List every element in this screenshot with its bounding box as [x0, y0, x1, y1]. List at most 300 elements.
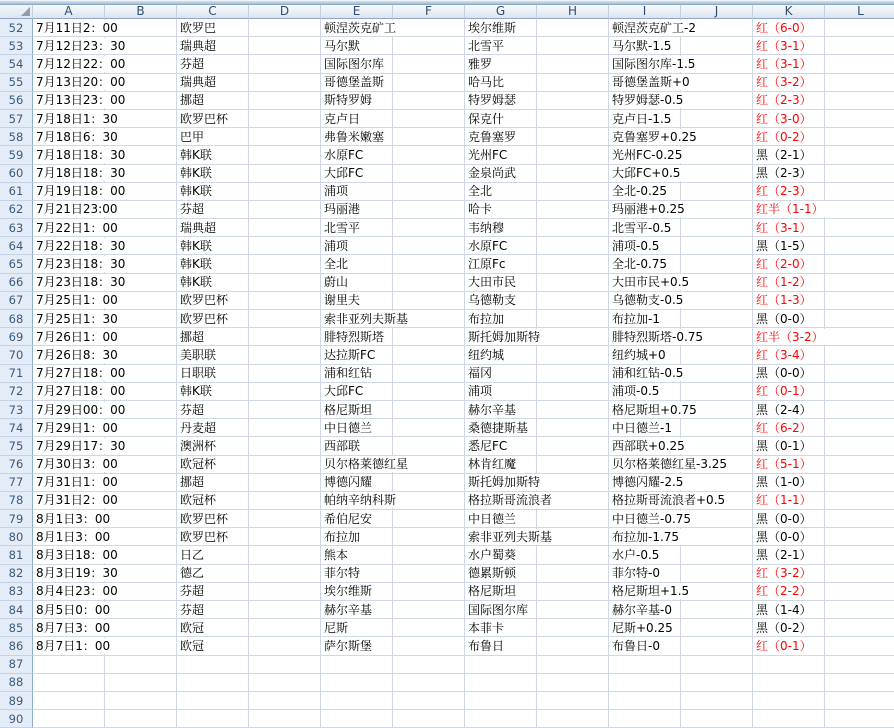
- cell-date[interactable]: 7月26日8：30: [33, 346, 105, 364]
- row-number[interactable]: 56: [0, 92, 33, 110]
- row-number[interactable]: 75: [0, 437, 33, 455]
- cell-handicap[interactable]: [609, 674, 681, 692]
- cell-empty[interactable]: [249, 346, 321, 364]
- cell-home-team[interactable]: [321, 674, 393, 692]
- cell-home-team[interactable]: 萨尔斯堡: [321, 637, 393, 655]
- cell-result[interactable]: 黑（0-1）: [753, 437, 825, 455]
- cell-handicap[interactable]: 贝尔格莱德红星-3.25: [609, 456, 681, 474]
- cell-empty[interactable]: [105, 528, 177, 546]
- cell-home-team[interactable]: 北雪平: [321, 219, 393, 237]
- cell-empty[interactable]: [249, 674, 321, 692]
- cell-empty[interactable]: [393, 37, 465, 55]
- cell-empty[interactable]: [537, 565, 609, 583]
- cell-empty[interactable]: [537, 183, 609, 201]
- cell-empty[interactable]: [249, 583, 321, 601]
- cell-handicap[interactable]: 特罗姆瑟-0.5: [609, 92, 681, 110]
- cell-empty[interactable]: [249, 456, 321, 474]
- cell-date[interactable]: 8月5日0：00: [33, 601, 105, 619]
- cell-result[interactable]: 黑（2-4）: [753, 401, 825, 419]
- cell-date[interactable]: 8月7日1：00: [33, 637, 105, 655]
- cell-result[interactable]: [753, 710, 825, 728]
- cell-empty[interactable]: [537, 19, 609, 37]
- cell-empty[interactable]: [537, 583, 609, 601]
- row-number[interactable]: 68: [0, 310, 33, 328]
- row-number[interactable]: 66: [0, 274, 33, 292]
- cell-league[interactable]: 芬超: [177, 601, 249, 619]
- cell-result[interactable]: 红（3-0）: [753, 110, 825, 128]
- cell-empty[interactable]: [105, 710, 177, 728]
- cell-home-team[interactable]: 帕纳辛纳科斯: [321, 492, 393, 510]
- cell-league[interactable]: 欧罗巴杯: [177, 110, 249, 128]
- row-number[interactable]: 52: [0, 19, 33, 37]
- cell-handicap[interactable]: 尼斯+0.25: [609, 619, 681, 637]
- cell-away-team[interactable]: 乌德勒支: [465, 292, 537, 310]
- cell-empty[interactable]: [393, 55, 465, 73]
- cell-league[interactable]: 欧罗巴: [177, 19, 249, 37]
- cell-result[interactable]: 红（0-1）: [753, 637, 825, 655]
- cell-handicap[interactable]: 浦项-0.5: [609, 237, 681, 255]
- cell-empty[interactable]: [537, 692, 609, 710]
- cell-league[interactable]: 美职联: [177, 346, 249, 364]
- cell-date[interactable]: 7月13日20：00: [33, 74, 105, 92]
- cell-home-team[interactable]: 谢里夫: [321, 292, 393, 310]
- cell-empty[interactable]: [393, 401, 465, 419]
- cell-date[interactable]: 7月23日18：30: [33, 274, 105, 292]
- cell-empty[interactable]: [249, 401, 321, 419]
- row-number[interactable]: 67: [0, 292, 33, 310]
- cell-date[interactable]: 7月30日3：00: [33, 456, 105, 474]
- cell-empty[interactable]: [249, 55, 321, 73]
- column-header-k[interactable]: K: [753, 5, 825, 19]
- row-number[interactable]: 79: [0, 510, 33, 528]
- cell-home-team[interactable]: 埃尔维斯: [321, 583, 393, 601]
- cell-empty[interactable]: [537, 74, 609, 92]
- row-number[interactable]: 64: [0, 237, 33, 255]
- cell-away-team[interactable]: 斯托姆加斯特: [465, 474, 537, 492]
- cell-result[interactable]: 黑（2-3）: [753, 165, 825, 183]
- cell-league[interactable]: 日职联: [177, 365, 249, 383]
- cell-empty[interactable]: [537, 310, 609, 328]
- cell-away-team[interactable]: 埃尔维斯: [465, 19, 537, 37]
- cell-empty[interactable]: [681, 601, 753, 619]
- column-header-i[interactable]: I: [609, 5, 681, 19]
- cell-empty[interactable]: [825, 201, 894, 219]
- cell-away-team[interactable]: [465, 710, 537, 728]
- row-number[interactable]: 71: [0, 365, 33, 383]
- cell-handicap[interactable]: 菲尔特-0: [609, 565, 681, 583]
- cell-empty[interactable]: [681, 237, 753, 255]
- cell-empty[interactable]: [681, 583, 753, 601]
- row-number[interactable]: 73: [0, 401, 33, 419]
- cell-empty[interactable]: [537, 274, 609, 292]
- row-number[interactable]: 63: [0, 219, 33, 237]
- cell-empty[interactable]: [825, 401, 894, 419]
- cell-empty[interactable]: [537, 255, 609, 273]
- cell-empty[interactable]: [681, 274, 753, 292]
- cell-date[interactable]: 8月1日3：00: [33, 510, 105, 528]
- cell-empty[interactable]: [393, 110, 465, 128]
- cell-league[interactable]: 韩K联: [177, 183, 249, 201]
- cell-empty[interactable]: [393, 219, 465, 237]
- cell-date[interactable]: 7月25日1：00: [33, 292, 105, 310]
- cell-result[interactable]: 黑（1-0）: [753, 474, 825, 492]
- cell-league[interactable]: 韩K联: [177, 165, 249, 183]
- cell-handicap[interactable]: 玛丽港+0.25: [609, 201, 681, 219]
- cell-result[interactable]: 红（2-2）: [753, 583, 825, 601]
- cell-handicap[interactable]: 浦项-0.5: [609, 383, 681, 401]
- cell-empty[interactable]: [249, 619, 321, 637]
- cell-date[interactable]: 7月29日17：30: [33, 437, 105, 455]
- cell-away-team[interactable]: 格拉斯哥流浪者: [465, 492, 537, 510]
- row-number[interactable]: 85: [0, 619, 33, 637]
- cell-empty[interactable]: [537, 128, 609, 146]
- cell-home-team[interactable]: 达拉斯FC: [321, 346, 393, 364]
- cell-result[interactable]: 红（2-0）: [753, 255, 825, 273]
- cell-date[interactable]: [33, 656, 105, 674]
- cell-empty[interactable]: [825, 419, 894, 437]
- cell-league[interactable]: 韩K联: [177, 237, 249, 255]
- cell-empty[interactable]: [249, 110, 321, 128]
- cell-home-team[interactable]: 中日德兰: [321, 419, 393, 437]
- column-header-h[interactable]: H: [537, 5, 609, 19]
- cell-empty[interactable]: [681, 546, 753, 564]
- cell-empty[interactable]: [393, 201, 465, 219]
- cell-home-team[interactable]: 索非亚列夫斯基: [321, 310, 393, 328]
- cell-empty[interactable]: [681, 165, 753, 183]
- cell-empty[interactable]: [537, 328, 609, 346]
- cell-league[interactable]: 韩K联: [177, 146, 249, 164]
- cell-date[interactable]: [33, 710, 105, 728]
- cell-date[interactable]: 7月12日22：00: [33, 55, 105, 73]
- cell-date[interactable]: [33, 674, 105, 692]
- cell-empty[interactable]: [537, 219, 609, 237]
- cell-empty[interactable]: [393, 328, 465, 346]
- cell-league[interactable]: 芬超: [177, 401, 249, 419]
- cell-empty[interactable]: [537, 456, 609, 474]
- cell-empty[interactable]: [393, 546, 465, 564]
- cell-empty[interactable]: [825, 274, 894, 292]
- cell-away-team[interactable]: 格尼斯坦: [465, 583, 537, 601]
- cell-handicap[interactable]: 哥德堡盖斯+0: [609, 74, 681, 92]
- cell-league[interactable]: 韩K联: [177, 274, 249, 292]
- cell-away-team[interactable]: 韦纳穆: [465, 219, 537, 237]
- cell-home-team[interactable]: 贝尔格莱德红星: [321, 456, 393, 474]
- cell-home-team[interactable]: 哥德堡盖斯: [321, 74, 393, 92]
- cell-result[interactable]: 红（2-3）: [753, 183, 825, 201]
- cell-empty[interactable]: [537, 710, 609, 728]
- cell-date[interactable]: 8月4日23：00: [33, 583, 105, 601]
- cell-empty[interactable]: [249, 310, 321, 328]
- cell-away-team[interactable]: 光州FC: [465, 146, 537, 164]
- cell-empty[interactable]: [825, 110, 894, 128]
- cell-empty[interactable]: [681, 619, 753, 637]
- column-header-g[interactable]: G: [465, 5, 537, 19]
- cell-empty[interactable]: [249, 328, 321, 346]
- cell-empty[interactable]: [681, 255, 753, 273]
- row-number[interactable]: 84: [0, 601, 33, 619]
- cell-handicap[interactable]: 水户-0.5: [609, 546, 681, 564]
- cell-result[interactable]: 红半（3-2）: [753, 328, 825, 346]
- cell-empty[interactable]: [681, 346, 753, 364]
- cell-empty[interactable]: [105, 619, 177, 637]
- row-number[interactable]: 58: [0, 128, 33, 146]
- cell-empty[interactable]: [825, 565, 894, 583]
- cell-empty[interactable]: [249, 74, 321, 92]
- cell-empty[interactable]: [681, 437, 753, 455]
- cell-empty[interactable]: [825, 656, 894, 674]
- cell-empty[interactable]: [681, 692, 753, 710]
- cell-away-team[interactable]: 本菲卡: [465, 619, 537, 637]
- cell-league[interactable]: 欧冠杯: [177, 456, 249, 474]
- cell-result[interactable]: 红（3-2）: [753, 565, 825, 583]
- cell-empty[interactable]: [393, 255, 465, 273]
- cell-empty[interactable]: [249, 546, 321, 564]
- cell-home-team[interactable]: 熊本: [321, 546, 393, 564]
- cell-away-team[interactable]: 德累斯顿: [465, 565, 537, 583]
- cell-result[interactable]: 红（0-2）: [753, 128, 825, 146]
- row-number[interactable]: 90: [0, 710, 33, 728]
- cell-empty[interactable]: [393, 492, 465, 510]
- cell-empty[interactable]: [249, 437, 321, 455]
- cell-empty[interactable]: [105, 674, 177, 692]
- cell-empty[interactable]: [825, 619, 894, 637]
- cell-home-team[interactable]: 腓特烈斯塔: [321, 328, 393, 346]
- row-number[interactable]: 53: [0, 37, 33, 55]
- cell-empty[interactable]: [105, 510, 177, 528]
- cell-away-team[interactable]: 金泉尚武: [465, 165, 537, 183]
- cell-empty[interactable]: [681, 110, 753, 128]
- cell-league[interactable]: 芬超: [177, 55, 249, 73]
- cell-result[interactable]: 红（0-1）: [753, 383, 825, 401]
- cell-home-team[interactable]: 玛丽港: [321, 201, 393, 219]
- cell-empty[interactable]: [537, 110, 609, 128]
- cell-result[interactable]: [753, 656, 825, 674]
- cell-empty[interactable]: [249, 419, 321, 437]
- cell-away-team[interactable]: 全北: [465, 183, 537, 201]
- cell-empty[interactable]: [105, 637, 177, 655]
- cell-empty[interactable]: [105, 692, 177, 710]
- cell-empty[interactable]: [105, 601, 177, 619]
- cell-empty[interactable]: [393, 565, 465, 583]
- cell-empty[interactable]: [537, 619, 609, 637]
- cell-date[interactable]: 8月1日3：00: [33, 528, 105, 546]
- cell-empty[interactable]: [537, 237, 609, 255]
- row-number[interactable]: 59: [0, 146, 33, 164]
- row-number[interactable]: 83: [0, 583, 33, 601]
- cell-empty[interactable]: [393, 165, 465, 183]
- column-header-b[interactable]: B: [105, 5, 177, 19]
- row-number[interactable]: 61: [0, 183, 33, 201]
- cell-league[interactable]: 挪超: [177, 92, 249, 110]
- cell-empty[interactable]: [393, 419, 465, 437]
- cell-date[interactable]: 7月18日6：30: [33, 128, 105, 146]
- cell-home-team[interactable]: [321, 692, 393, 710]
- cell-league[interactable]: 丹麦超: [177, 419, 249, 437]
- cell-handicap[interactable]: 克卢日-1.5: [609, 110, 681, 128]
- cell-league[interactable]: 芬超: [177, 201, 249, 219]
- cell-league[interactable]: 瑞典超: [177, 219, 249, 237]
- cell-empty[interactable]: [249, 601, 321, 619]
- cell-empty[interactable]: [681, 565, 753, 583]
- cell-empty[interactable]: [393, 619, 465, 637]
- cell-home-team[interactable]: 顿涅茨克矿工: [321, 19, 393, 37]
- cell-league[interactable]: 欧冠杯: [177, 492, 249, 510]
- cell-empty[interactable]: [681, 146, 753, 164]
- cell-empty[interactable]: [825, 474, 894, 492]
- row-number[interactable]: 80: [0, 528, 33, 546]
- cell-handicap[interactable]: 腓特烈斯塔-0.75: [609, 328, 681, 346]
- cell-empty[interactable]: [537, 419, 609, 437]
- cell-empty[interactable]: [249, 292, 321, 310]
- cell-date[interactable]: 7月22日1：00: [33, 219, 105, 237]
- cell-empty[interactable]: [825, 255, 894, 273]
- cell-empty[interactable]: [105, 656, 177, 674]
- cell-away-team[interactable]: 林肯红魔: [465, 456, 537, 474]
- cell-away-team[interactable]: 保克什: [465, 110, 537, 128]
- cell-empty[interactable]: [249, 37, 321, 55]
- cell-result[interactable]: [753, 692, 825, 710]
- cell-empty[interactable]: [249, 255, 321, 273]
- cell-empty[interactable]: [249, 692, 321, 710]
- cell-empty[interactable]: [681, 74, 753, 92]
- cell-empty[interactable]: [393, 656, 465, 674]
- row-number[interactable]: 76: [0, 456, 33, 474]
- row-number[interactable]: 77: [0, 474, 33, 492]
- cell-empty[interactable]: [537, 55, 609, 73]
- row-number[interactable]: 88: [0, 674, 33, 692]
- cell-empty[interactable]: [393, 674, 465, 692]
- cell-home-team[interactable]: [321, 656, 393, 674]
- cell-empty[interactable]: [249, 237, 321, 255]
- cell-league[interactable]: 欧冠: [177, 637, 249, 655]
- cell-date[interactable]: 7月29日00：00: [33, 401, 105, 419]
- cell-empty[interactable]: [825, 37, 894, 55]
- cell-date[interactable]: 8月3日19：30: [33, 565, 105, 583]
- cell-empty[interactable]: [825, 383, 894, 401]
- cell-empty[interactable]: [537, 346, 609, 364]
- cell-empty[interactable]: [537, 165, 609, 183]
- row-number[interactable]: 89: [0, 692, 33, 710]
- cell-away-team[interactable]: 哈马比: [465, 74, 537, 92]
- cell-away-team[interactable]: 赫尔辛基: [465, 401, 537, 419]
- cell-empty[interactable]: [825, 456, 894, 474]
- cell-empty[interactable]: [393, 692, 465, 710]
- cell-date[interactable]: 7月12日23：30: [33, 37, 105, 55]
- row-number[interactable]: 86: [0, 637, 33, 655]
- cell-away-team[interactable]: 江原Fc: [465, 255, 537, 273]
- cell-empty[interactable]: [249, 165, 321, 183]
- cell-date[interactable]: 7月26日1：00: [33, 328, 105, 346]
- cell-league[interactable]: 德乙: [177, 565, 249, 583]
- cell-result[interactable]: 黑（0-0）: [753, 510, 825, 528]
- cell-result[interactable]: 红（3-4）: [753, 346, 825, 364]
- cell-handicap[interactable]: 全北-0.25: [609, 183, 681, 201]
- cell-result[interactable]: 红（6-0）: [753, 19, 825, 37]
- cell-date[interactable]: 7月18日18：30: [33, 165, 105, 183]
- cell-empty[interactable]: [249, 365, 321, 383]
- cell-empty[interactable]: [393, 601, 465, 619]
- cell-empty[interactable]: [537, 474, 609, 492]
- cell-away-team[interactable]: 国际图尔库: [465, 601, 537, 619]
- cell-league[interactable]: 欧冠: [177, 619, 249, 637]
- cell-home-team[interactable]: 赫尔辛基: [321, 601, 393, 619]
- cell-empty[interactable]: [825, 365, 894, 383]
- cell-empty[interactable]: [825, 346, 894, 364]
- cell-home-team[interactable]: 克卢日: [321, 110, 393, 128]
- cell-home-team[interactable]: 大邱FC: [321, 165, 393, 183]
- row-number[interactable]: 87: [0, 656, 33, 674]
- cell-empty[interactable]: [537, 92, 609, 110]
- cell-league[interactable]: [177, 674, 249, 692]
- cell-result[interactable]: 黑（2-1）: [753, 546, 825, 564]
- cell-date[interactable]: 8月7日3：00: [33, 619, 105, 637]
- cell-empty[interactable]: [537, 656, 609, 674]
- cell-empty[interactable]: [393, 183, 465, 201]
- column-header-f[interactable]: F: [393, 5, 465, 19]
- cell-empty[interactable]: [681, 219, 753, 237]
- cell-handicap[interactable]: 纽约城+0: [609, 346, 681, 364]
- row-number[interactable]: 55: [0, 74, 33, 92]
- cell-empty[interactable]: [249, 383, 321, 401]
- cell-empty[interactable]: [249, 219, 321, 237]
- cell-empty[interactable]: [537, 146, 609, 164]
- cell-away-team[interactable]: 大田市民: [465, 274, 537, 292]
- cell-empty[interactable]: [393, 710, 465, 728]
- column-header-d[interactable]: D: [249, 5, 321, 19]
- row-number[interactable]: 54: [0, 55, 33, 73]
- column-header-l[interactable]: L: [825, 5, 894, 19]
- cell-date[interactable]: 7月27日18：00: [33, 365, 105, 383]
- cell-empty[interactable]: [825, 437, 894, 455]
- cell-date[interactable]: 7月18日18：30: [33, 146, 105, 164]
- cell-date[interactable]: 7月11日2：00: [33, 19, 105, 37]
- cell-away-team[interactable]: 水原FC: [465, 237, 537, 255]
- cell-empty[interactable]: [249, 656, 321, 674]
- cell-empty[interactable]: [825, 310, 894, 328]
- cell-empty[interactable]: [681, 383, 753, 401]
- cell-handicap[interactable]: 格尼斯坦+1.5: [609, 583, 681, 601]
- cell-empty[interactable]: [825, 165, 894, 183]
- cell-league[interactable]: 欧罗巴杯: [177, 310, 249, 328]
- cell-league[interactable]: 日乙: [177, 546, 249, 564]
- cell-empty[interactable]: [681, 365, 753, 383]
- cell-empty[interactable]: [249, 19, 321, 37]
- cell-empty[interactable]: [393, 383, 465, 401]
- cell-date[interactable]: 7月29日1：00: [33, 419, 105, 437]
- cell-empty[interactable]: [249, 183, 321, 201]
- cell-handicap[interactable]: 国际图尔库-1.5: [609, 55, 681, 73]
- cell-handicap[interactable]: 布拉加-1.75: [609, 528, 681, 546]
- column-header-j[interactable]: J: [681, 5, 753, 19]
- cell-handicap[interactable]: 格拉斯哥流浪者+0.5: [609, 492, 681, 510]
- cell-empty[interactable]: [825, 328, 894, 346]
- cell-league[interactable]: 澳洲杯: [177, 437, 249, 455]
- cell-empty[interactable]: [681, 656, 753, 674]
- cell-empty[interactable]: [393, 292, 465, 310]
- cell-result[interactable]: 红（3-1）: [753, 219, 825, 237]
- cell-handicap[interactable]: 顿涅茨克矿工-2: [609, 19, 681, 37]
- cell-away-team[interactable]: [465, 674, 537, 692]
- cell-empty[interactable]: [825, 528, 894, 546]
- cell-handicap[interactable]: 赫尔辛基-0: [609, 601, 681, 619]
- cell-empty[interactable]: [393, 583, 465, 601]
- cell-empty[interactable]: [681, 710, 753, 728]
- cell-handicap[interactable]: 乌德勒支-0.5: [609, 292, 681, 310]
- cell-league[interactable]: 瑞典超: [177, 37, 249, 55]
- cell-league[interactable]: 欧罗巴杯: [177, 292, 249, 310]
- cell-empty[interactable]: [825, 637, 894, 655]
- cell-empty[interactable]: [681, 292, 753, 310]
